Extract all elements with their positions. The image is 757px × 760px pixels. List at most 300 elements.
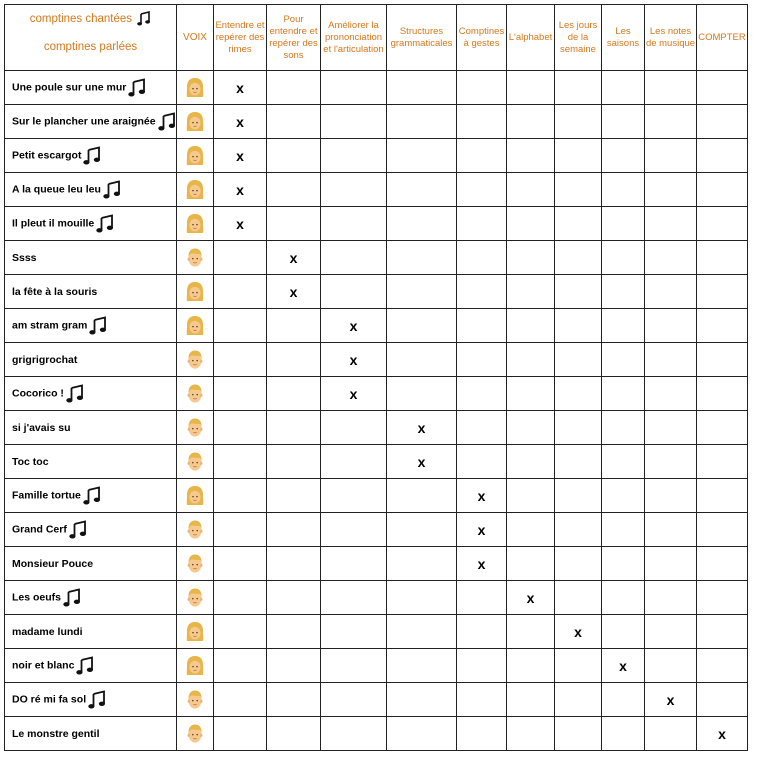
empty-cell	[321, 717, 387, 751]
music-note-icon	[69, 520, 87, 539]
empty-cell	[507, 173, 555, 207]
checked-cell	[321, 309, 387, 343]
man-emoji-icon	[185, 383, 205, 405]
empty-cell	[602, 479, 645, 513]
empty-cell	[697, 71, 748, 105]
empty-cell	[507, 445, 555, 479]
check-mark: x	[574, 623, 582, 640]
checked-cell	[214, 105, 267, 139]
voice-cell	[177, 479, 214, 513]
empty-cell	[697, 683, 748, 717]
comptine-name-cell	[5, 139, 177, 173]
check-mark: x	[666, 691, 675, 708]
checked-cell	[457, 513, 507, 547]
empty-cell	[387, 309, 457, 343]
empty-cell	[555, 139, 602, 173]
empty-cell	[457, 207, 507, 241]
empty-cell	[267, 615, 321, 649]
empty-cell	[457, 377, 507, 411]
empty-cell	[602, 717, 645, 751]
voice-cell	[177, 309, 214, 343]
check-mark: x	[236, 113, 244, 130]
empty-cell	[321, 445, 387, 479]
comptine-name: Toc toc	[12, 455, 49, 468]
man-emoji-icon	[185, 349, 205, 371]
voice-cell	[177, 547, 214, 581]
empty-cell	[645, 173, 697, 207]
comptine-name-cell	[5, 445, 177, 479]
empty-cell	[602, 615, 645, 649]
music-note-icon	[83, 486, 101, 505]
woman-emoji-icon	[185, 213, 205, 235]
empty-cell	[507, 479, 555, 513]
voice-cell	[177, 513, 214, 547]
title-sung-line	[5, 11, 176, 39]
empty-cell	[602, 547, 645, 581]
empty-cell	[387, 717, 457, 751]
checked-cell	[267, 275, 321, 309]
empty-cell	[214, 275, 267, 309]
empty-cell	[555, 173, 602, 207]
checked-cell	[214, 139, 267, 173]
table-row	[5, 717, 748, 751]
check-mark: x	[236, 181, 244, 198]
man-emoji-icon	[185, 553, 205, 575]
woman-emoji-icon	[185, 77, 205, 99]
empty-cell	[645, 513, 697, 547]
comptine-name-cell	[5, 411, 177, 445]
comptine-name-cell	[5, 105, 177, 139]
title-spoken: comptines parlées	[43, 41, 138, 53]
comptine-name: Une poule sur une mur	[12, 81, 127, 94]
table-row	[5, 479, 748, 513]
check-mark: x	[236, 79, 244, 96]
comptine-name: Les oeufs	[12, 591, 62, 604]
empty-cell	[507, 411, 555, 445]
empty-cell	[555, 377, 602, 411]
empty-cell	[697, 343, 748, 377]
empty-cell	[555, 649, 602, 683]
col-header-gestes: Comptines à gestes	[457, 5, 507, 71]
table-row	[5, 411, 748, 445]
comptine-name: A la queue leu leu	[12, 183, 101, 196]
empty-cell	[507, 241, 555, 275]
empty-cell	[214, 683, 267, 717]
empty-cell	[507, 513, 555, 547]
music-note-icon	[96, 214, 114, 233]
comptine-name: Petit escargot	[12, 149, 82, 162]
checked-cell	[214, 71, 267, 105]
comptine-name: Monsieur Pouce	[12, 557, 94, 570]
empty-cell	[645, 241, 697, 275]
empty-cell	[321, 479, 387, 513]
empty-cell	[602, 683, 645, 717]
checked-cell	[214, 207, 267, 241]
empty-cell	[387, 513, 457, 547]
comptine-name-cell	[5, 207, 177, 241]
empty-cell	[267, 445, 321, 479]
empty-cell	[267, 479, 321, 513]
empty-cell	[602, 173, 645, 207]
checked-cell	[214, 173, 267, 207]
empty-cell	[387, 275, 457, 309]
comptine-name: Famille tortue	[12, 489, 81, 502]
empty-cell	[697, 581, 748, 615]
empty-cell	[321, 241, 387, 275]
empty-cell	[321, 581, 387, 615]
comptine-name: Sur le plancher une araignée	[12, 115, 156, 128]
music-note-icon	[89, 316, 107, 335]
woman-emoji-icon	[185, 111, 205, 133]
empty-cell	[321, 683, 387, 717]
checked-cell	[267, 241, 321, 275]
empty-cell	[555, 683, 602, 717]
empty-cell	[214, 649, 267, 683]
empty-cell	[267, 411, 321, 445]
table-row	[5, 309, 748, 343]
empty-cell	[697, 139, 748, 173]
empty-cell	[555, 309, 602, 343]
checked-cell	[387, 411, 457, 445]
empty-cell	[697, 105, 748, 139]
empty-cell	[555, 411, 602, 445]
empty-cell	[697, 547, 748, 581]
comptine-name-cell	[5, 649, 177, 683]
man-emoji-icon	[185, 587, 205, 609]
table-row	[5, 207, 748, 241]
empty-cell	[645, 649, 697, 683]
empty-cell	[602, 513, 645, 547]
col-header-compter: COMPTER	[697, 5, 748, 71]
woman-emoji-icon	[185, 179, 205, 201]
empty-cell	[457, 683, 507, 717]
check-mark: x	[236, 147, 244, 164]
empty-cell	[507, 547, 555, 581]
table-row	[5, 241, 748, 275]
empty-cell	[645, 615, 697, 649]
woman-emoji-icon	[185, 485, 205, 507]
col-header-rimes: Entendre et repérer des rimes	[214, 5, 267, 71]
empty-cell	[602, 207, 645, 241]
check-mark: x	[477, 555, 486, 572]
check-mark: x	[417, 453, 426, 470]
empty-cell	[214, 377, 267, 411]
checked-cell	[507, 581, 555, 615]
voice-cell	[177, 275, 214, 309]
empty-cell	[507, 615, 555, 649]
empty-cell	[645, 309, 697, 343]
empty-cell	[602, 309, 645, 343]
empty-cell	[321, 139, 387, 173]
empty-cell	[214, 479, 267, 513]
empty-cell	[387, 343, 457, 377]
empty-cell	[321, 105, 387, 139]
man-emoji-icon	[185, 417, 205, 439]
empty-cell	[555, 71, 602, 105]
empty-cell	[507, 207, 555, 241]
table-row	[5, 377, 748, 411]
empty-cell	[321, 615, 387, 649]
voice-cell	[177, 445, 214, 479]
empty-cell	[387, 241, 457, 275]
empty-cell	[321, 207, 387, 241]
empty-cell	[267, 581, 321, 615]
check-mark: x	[289, 283, 298, 300]
voice-cell	[177, 683, 214, 717]
empty-cell	[214, 411, 267, 445]
check-mark: x	[236, 215, 244, 232]
empty-cell	[457, 445, 507, 479]
comptine-name-cell	[5, 343, 177, 377]
empty-cell	[321, 173, 387, 207]
check-mark: x	[349, 317, 358, 334]
empty-cell	[267, 309, 321, 343]
empty-cell	[457, 343, 507, 377]
empty-cell	[214, 309, 267, 343]
voice-cell	[177, 173, 214, 207]
empty-cell	[457, 241, 507, 275]
music-note-icon	[103, 180, 121, 199]
checked-cell	[645, 683, 697, 717]
empty-cell	[555, 445, 602, 479]
empty-cell	[214, 343, 267, 377]
empty-cell	[602, 139, 645, 173]
empty-cell	[214, 513, 267, 547]
empty-cell	[214, 581, 267, 615]
empty-cell	[507, 309, 555, 343]
empty-cell	[267, 649, 321, 683]
empty-cell	[697, 445, 748, 479]
col-header-alphabet: L'alphabet	[507, 5, 555, 71]
music-note-icon	[128, 78, 146, 97]
voice-cell	[177, 717, 214, 751]
empty-cell	[267, 717, 321, 751]
empty-cell	[387, 547, 457, 581]
comptine-name: madame lundi	[12, 625, 83, 638]
music-note-icon	[66, 384, 84, 403]
empty-cell	[321, 411, 387, 445]
voice-cell	[177, 377, 214, 411]
table-row	[5, 513, 748, 547]
comptine-name-cell	[5, 275, 177, 309]
col-header-sons: Pour entendre et repérer des sons	[267, 5, 321, 71]
empty-cell	[697, 479, 748, 513]
check-mark: x	[349, 385, 358, 402]
comptine-name-cell	[5, 173, 177, 207]
check-mark: x	[289, 249, 298, 266]
empty-cell	[697, 513, 748, 547]
check-mark: x	[417, 419, 426, 436]
empty-cell	[457, 309, 507, 343]
empty-cell	[697, 275, 748, 309]
empty-cell	[645, 581, 697, 615]
check-mark: x	[718, 725, 726, 742]
empty-cell	[555, 105, 602, 139]
empty-cell	[457, 173, 507, 207]
empty-cell	[321, 547, 387, 581]
checked-cell	[602, 649, 645, 683]
empty-cell	[602, 377, 645, 411]
empty-cell	[267, 343, 321, 377]
empty-cell	[507, 717, 555, 751]
empty-cell	[387, 207, 457, 241]
voice-cell	[177, 207, 214, 241]
comptine-name: la fête à la souris	[12, 285, 98, 298]
empty-cell	[697, 309, 748, 343]
empty-cell	[697, 207, 748, 241]
empty-cell	[602, 411, 645, 445]
check-mark: x	[619, 657, 627, 674]
empty-cell	[555, 343, 602, 377]
comptine-name: Ssss	[12, 251, 37, 264]
empty-cell	[267, 683, 321, 717]
empty-cell	[507, 71, 555, 105]
music-note-icon	[158, 112, 176, 131]
empty-cell	[507, 683, 555, 717]
empty-cell	[555, 207, 602, 241]
empty-cell	[267, 105, 321, 139]
comptine-name: Grand Cerf	[12, 523, 67, 536]
comptine-name: DO ré mi fa sol	[12, 693, 87, 706]
empty-cell	[645, 139, 697, 173]
woman-emoji-icon	[185, 145, 205, 167]
comptine-name-cell	[5, 547, 177, 581]
man-emoji-icon	[185, 451, 205, 473]
empty-cell	[387, 105, 457, 139]
comptine-name: Le monstre gentil	[12, 727, 100, 740]
table-row	[5, 343, 748, 377]
table-row	[5, 139, 748, 173]
comptine-name-cell	[5, 479, 177, 513]
empty-cell	[555, 275, 602, 309]
empty-cell	[214, 547, 267, 581]
comptine-name-cell	[5, 717, 177, 751]
empty-cell	[214, 445, 267, 479]
comptine-name-cell	[5, 683, 177, 717]
title-sung: comptines chantées	[29, 13, 133, 25]
empty-cell	[387, 71, 457, 105]
empty-cell	[507, 275, 555, 309]
empty-cell	[602, 445, 645, 479]
empty-cell	[267, 173, 321, 207]
empty-cell	[387, 581, 457, 615]
empty-cell	[457, 105, 507, 139]
voice-cell	[177, 581, 214, 615]
empty-cell	[457, 615, 507, 649]
comptine-name-cell	[5, 615, 177, 649]
check-mark: x	[477, 487, 486, 504]
empty-cell	[457, 275, 507, 309]
checked-cell	[387, 445, 457, 479]
voice-cell	[177, 139, 214, 173]
music-note-icon	[63, 588, 81, 607]
table-row	[5, 105, 748, 139]
voice-cell	[177, 615, 214, 649]
table-row	[5, 71, 748, 105]
empty-cell	[645, 343, 697, 377]
check-mark: x	[349, 351, 358, 368]
checked-cell	[697, 717, 748, 751]
empty-cell	[645, 445, 697, 479]
empty-cell	[645, 479, 697, 513]
man-emoji-icon	[185, 689, 205, 711]
comptine-name: si j'avais su	[12, 421, 71, 434]
check-mark: x	[477, 521, 486, 538]
empty-cell	[645, 717, 697, 751]
empty-cell	[321, 275, 387, 309]
empty-cell	[507, 649, 555, 683]
voice-cell	[177, 649, 214, 683]
comptine-name-cell	[5, 581, 177, 615]
empty-cell	[387, 173, 457, 207]
empty-cell	[457, 581, 507, 615]
comptine-name: noir et blanc	[12, 659, 75, 672]
empty-cell	[387, 139, 457, 173]
col-header-jours: Les jours de la semaine	[555, 5, 602, 71]
empty-cell	[214, 615, 267, 649]
empty-cell	[697, 649, 748, 683]
empty-cell	[697, 615, 748, 649]
empty-cell	[457, 139, 507, 173]
comptine-name-cell	[5, 309, 177, 343]
woman-emoji-icon	[185, 315, 205, 337]
comptine-name: Cocorico !	[12, 387, 64, 400]
table-row	[5, 683, 748, 717]
empty-cell	[321, 71, 387, 105]
music-note-icon	[88, 690, 106, 709]
table-row	[5, 547, 748, 581]
empty-cell	[555, 581, 602, 615]
woman-emoji-icon	[185, 281, 205, 303]
empty-cell	[507, 377, 555, 411]
empty-cell	[214, 241, 267, 275]
empty-cell	[602, 581, 645, 615]
table-row	[5, 649, 748, 683]
empty-cell	[321, 513, 387, 547]
comptine-name-cell	[5, 377, 177, 411]
empty-cell	[555, 479, 602, 513]
empty-cell	[645, 71, 697, 105]
empty-cell	[555, 513, 602, 547]
comptine-name: grigrigrochat	[12, 353, 78, 366]
empty-cell	[387, 649, 457, 683]
col-header-prononciation: Améliorer la prononciation et l'articulation	[321, 5, 387, 71]
header-row	[5, 5, 748, 71]
empty-cell	[457, 411, 507, 445]
music-note-icon	[137, 11, 151, 26]
empty-cell	[645, 105, 697, 139]
col-header-structures: Structures grammaticales	[387, 5, 457, 71]
checked-cell	[321, 343, 387, 377]
table-row	[5, 615, 748, 649]
checked-cell	[457, 547, 507, 581]
empty-cell	[267, 71, 321, 105]
empty-cell	[387, 479, 457, 513]
title-header-cell	[5, 5, 177, 71]
empty-cell	[214, 717, 267, 751]
voice-cell	[177, 411, 214, 445]
empty-cell	[555, 241, 602, 275]
man-emoji-icon	[185, 247, 205, 269]
voice-cell	[177, 241, 214, 275]
voice-cell	[177, 105, 214, 139]
empty-cell	[457, 71, 507, 105]
music-note-icon	[76, 656, 94, 675]
empty-cell	[387, 615, 457, 649]
empty-cell	[507, 343, 555, 377]
empty-cell	[697, 411, 748, 445]
col-header-saisons: Les saisons	[602, 5, 645, 71]
